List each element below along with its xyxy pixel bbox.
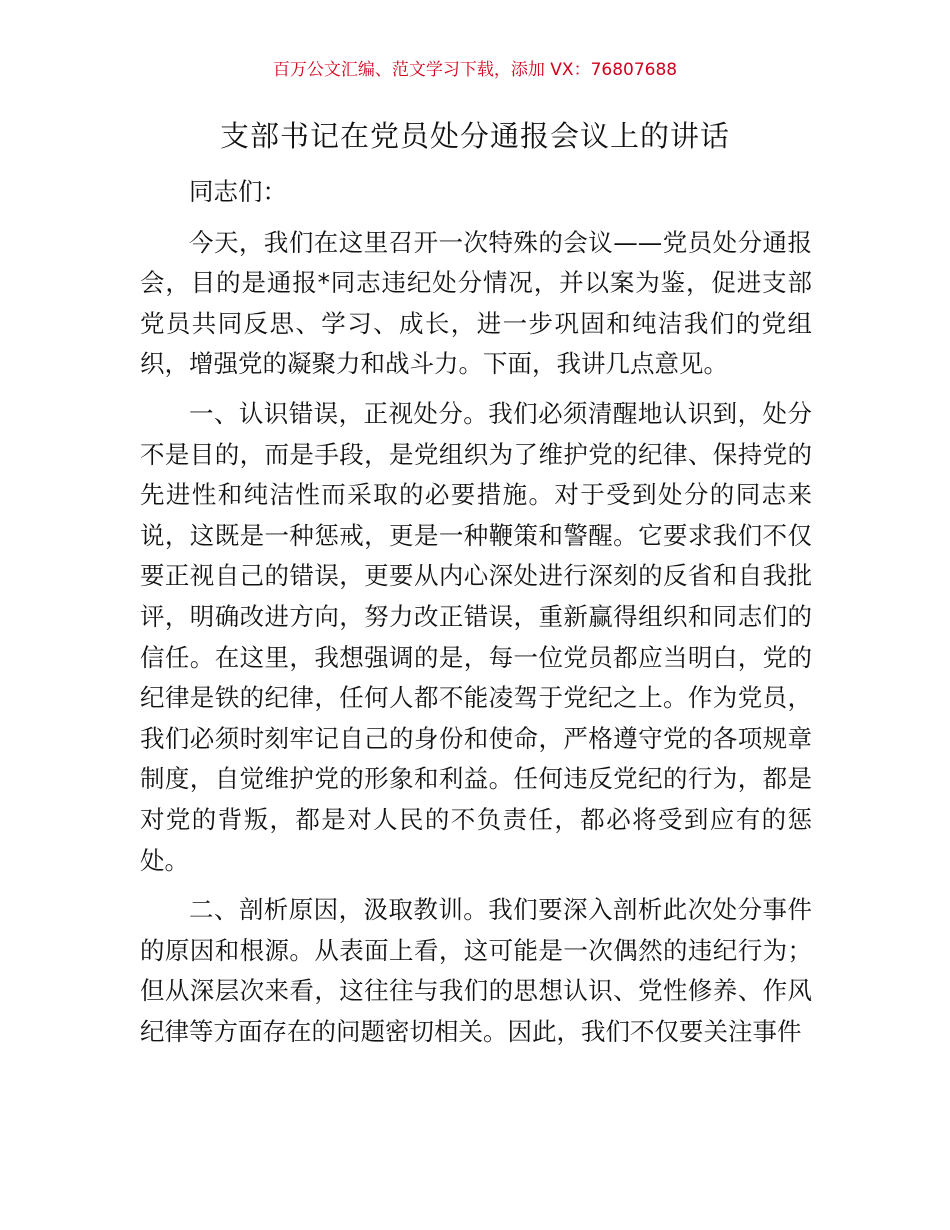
header-watermark-note: 百万公文汇编、范文学习下载，添加 VX：76807688 — [272, 60, 678, 80]
paragraph-section-one: 一、认识错误，正视处分。我们必须清醒地认识到，处分不是目的，而是手段，是党组织为了维护党的纪律、保持党的先进性和纯洁性而采取的必要措施。对于受到处分的同志来说，这既是一种惩戒，更是一种鞭策和警醒。它要求我们不仅要正视自己的错误，更要从内心深处进行深刻的反省和自我批评，明确改进方向，努力改正错误，重新赢得组织和同志们的信任。在这里，我想强调的是，每一位党员都应当明白，党的纪律是铁的纪律，任何人都不能凌驾于党纪之上。作为党员，我们必须时刻牢记自己的身份和使命，严格遵守党的各项规章制度，自觉维护党的形象和利益。任何违反党纪的行为，都是对党的背叛，都是对人民的不负责任，都必将受到应有的惩处。 — [140, 398, 812, 875]
paragraph-section-two: 二、剖析原因，汲取教训。我们要深入剖析此次处分事件的原因和根源。从表面上看，这可能是一次偶然的违纪行为；但从深层次来看，这往往与我们的思想认识、党性修养、作风纪律等方面存在的问题密切相关。因此，我们不仅要关注事件 — [140, 895, 812, 1046]
document-title: 支部书记在党员处分通报会议上的讲话 — [219, 119, 730, 153]
salutation: 同志们： — [189, 177, 287, 206]
document-body — [140, 172, 812, 1061]
paragraph-intro: 今天，我们在这里召开一次特殊的会议——党员处分通报会，目的是通报*同志违纪处分情况，并以案为鉴，促进支部党员共同反思、学习、成长，进一步巩固和纯洁我们的党组织，增强党的凝聚力和战斗力。下面，我讲几点意见。 — [140, 227, 812, 379]
